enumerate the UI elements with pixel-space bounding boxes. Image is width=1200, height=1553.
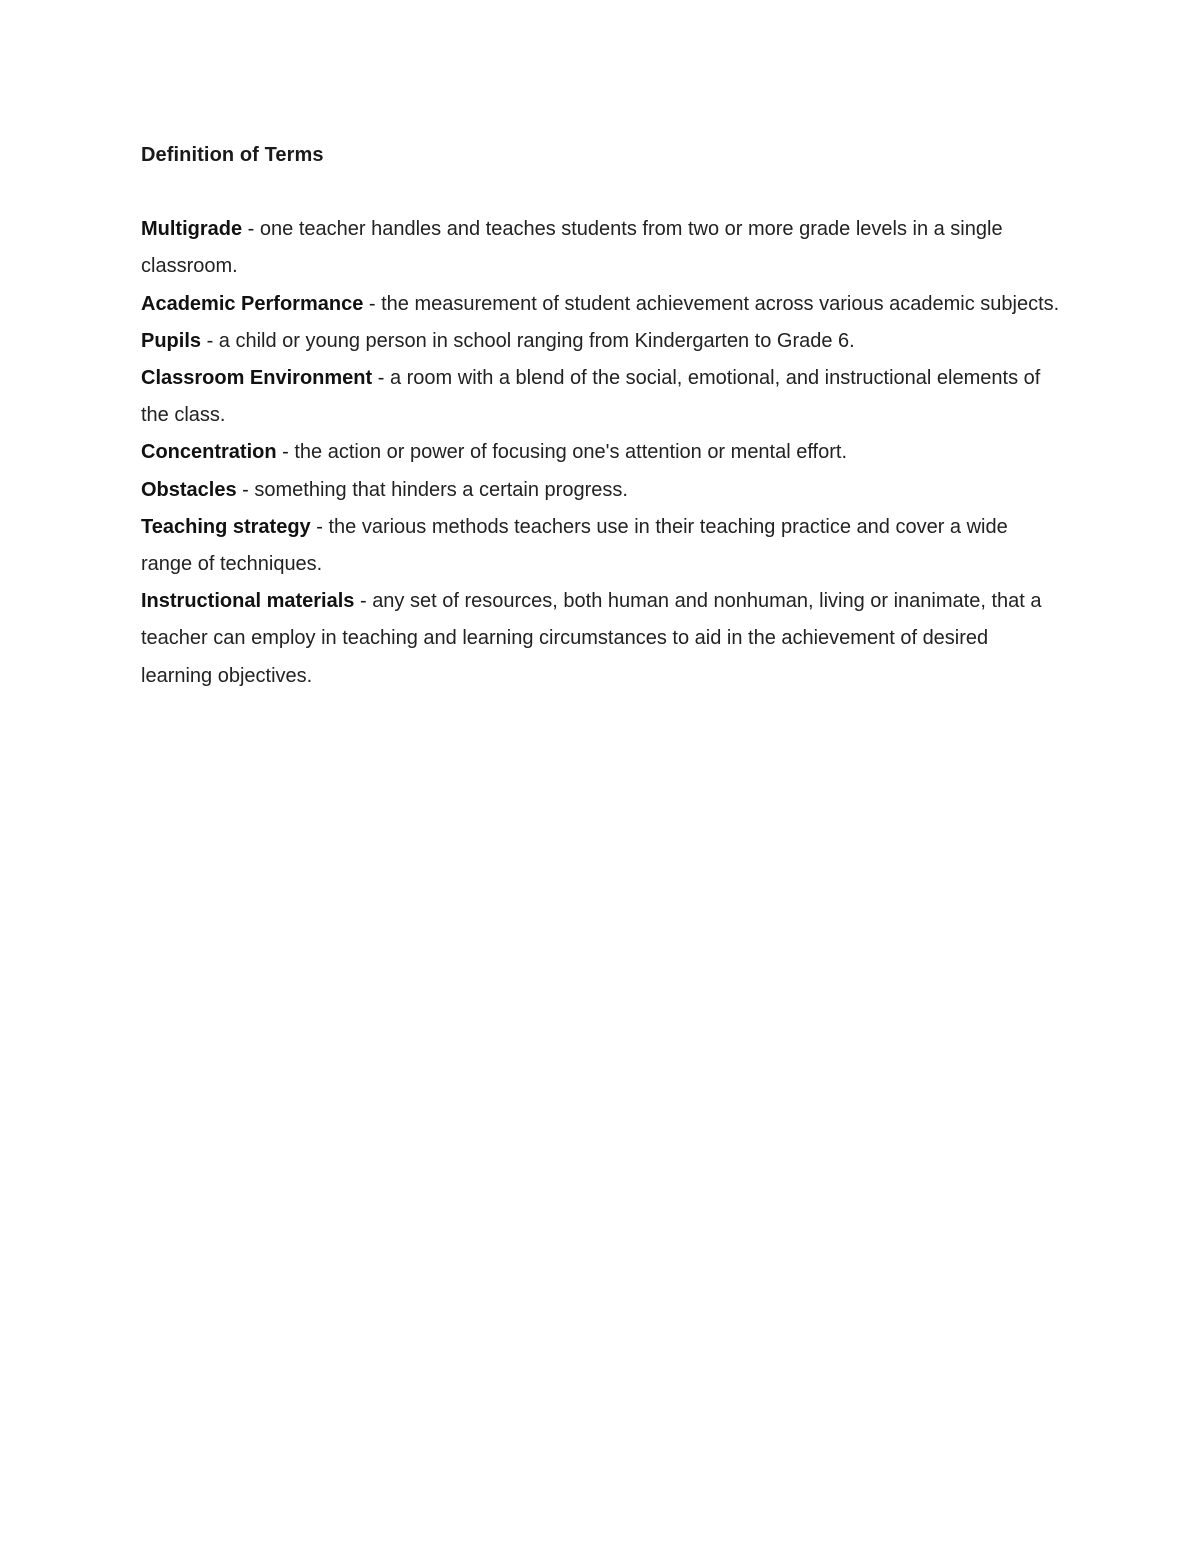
term-definition: a child or young person in school ranging from Kindergarten to Grade 6.	[218, 329, 855, 352]
term-name: Teaching strategy	[141, 515, 311, 538]
term-name: Concentration	[141, 441, 277, 464]
document-title: Definition of Terms	[141, 144, 324, 166]
term-entry-obstacles	[141, 472, 1061, 509]
term-definition: the measurement of student achievement across various academic subjects.	[381, 292, 1060, 315]
term-name: Classroom Environment	[141, 367, 373, 390]
term-entry-academic-performance	[141, 286, 1061, 323]
term-entry-pupils	[141, 323, 1061, 360]
term-separator: -	[276, 441, 295, 464]
term-name: Multigrade	[141, 218, 243, 241]
term-separator: -	[354, 590, 373, 613]
term-separator: -	[201, 329, 219, 352]
term-entry-teaching-strategy	[141, 509, 1061, 583]
term-definition: the various methods teachers use in their teaching practice and cover a wide range of techniques.	[141, 515, 1008, 576]
term-name: Pupils	[141, 329, 202, 352]
term-definition: something that hinders a certain progress.	[254, 478, 628, 501]
term-entry-concentration	[141, 434, 1061, 471]
term-separator: -	[372, 367, 390, 390]
term-separator: -	[310, 515, 329, 538]
term-name: Obstacles	[141, 478, 237, 501]
term-definition: a room with a blend of the social, emotional, and instructional elements of the class.	[141, 367, 1041, 427]
term-entry-classroom-environment	[141, 360, 1061, 434]
term-entry-multigrade	[141, 211, 1061, 285]
term-definition: any set of resources, both human and nonhuman, living or inanimate, that a teacher can employ in teaching and learning circumstances to aid in the achievement of desired learning objectives.	[141, 590, 1042, 687]
terms-list	[141, 211, 1061, 695]
term-separator: -	[236, 478, 255, 501]
document-page	[141, 137, 1061, 695]
term-separator: -	[242, 218, 260, 241]
term-separator: -	[363, 292, 382, 315]
term-definition: the action or power of focusing one's attention or mental effort.	[294, 441, 848, 464]
term-name: Academic Performance	[141, 292, 364, 315]
term-name: Instructional materials	[141, 590, 355, 613]
term-entry-instructional-materials	[141, 583, 1061, 695]
term-definition: one teacher handles and teaches students from two or more grade levels in a single classroom.	[141, 218, 1003, 278]
